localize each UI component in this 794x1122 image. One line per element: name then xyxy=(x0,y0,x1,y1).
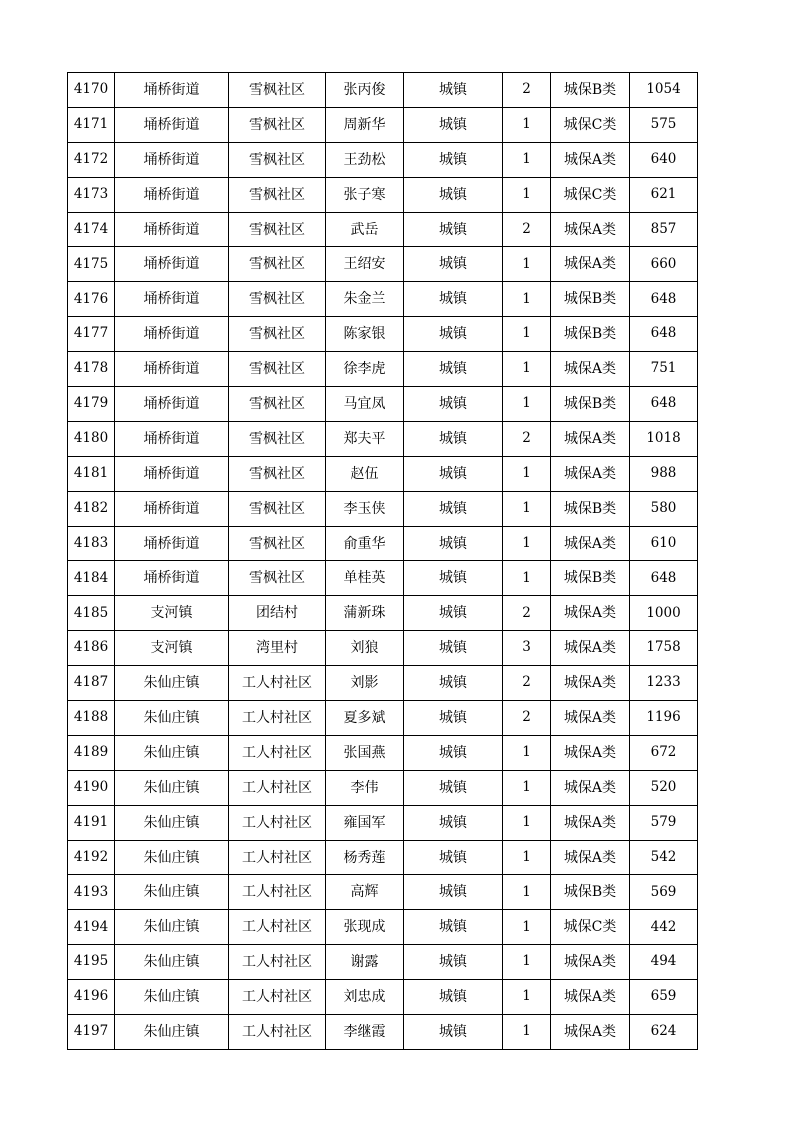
member-count-cell: 2 xyxy=(503,596,551,631)
insurance-category-cell: 城保A类 xyxy=(551,352,630,387)
amount-cell: 751 xyxy=(630,352,698,387)
insurance-category-cell: 城保A类 xyxy=(551,631,630,666)
community-cell: 工人村社区 xyxy=(229,840,326,875)
household-type-cell: 城镇 xyxy=(404,212,503,247)
insurance-category-cell: 城保C类 xyxy=(551,177,630,212)
community-cell: 工人村社区 xyxy=(229,701,326,736)
table-row xyxy=(68,666,698,701)
amount-cell: 569 xyxy=(630,875,698,910)
subdistrict-cell: 埇桥街道 xyxy=(115,491,229,526)
member-count-cell: 3 xyxy=(503,631,551,666)
household-type-cell: 城镇 xyxy=(404,526,503,561)
insurance-category-cell: 城保A类 xyxy=(551,945,630,980)
insurance-category-cell: 城保A类 xyxy=(551,456,630,491)
community-cell: 雪枫社区 xyxy=(229,491,326,526)
table-row xyxy=(68,317,698,352)
household-type-cell: 城镇 xyxy=(404,282,503,317)
member-count-cell: 1 xyxy=(503,387,551,422)
amount-cell: 520 xyxy=(630,770,698,805)
member-count-cell: 1 xyxy=(503,317,551,352)
member-count-cell: 1 xyxy=(503,945,551,980)
row-number-cell: 4173 xyxy=(68,177,115,212)
person-name-cell: 蒲新珠 xyxy=(326,596,404,631)
insurance-category-cell: 城保A类 xyxy=(551,142,630,177)
subdistrict-cell: 埇桥街道 xyxy=(115,387,229,422)
amount-cell: 1018 xyxy=(630,421,698,456)
records-table xyxy=(67,72,698,1050)
community-cell: 雪枫社区 xyxy=(229,177,326,212)
member-count-cell: 1 xyxy=(503,177,551,212)
table-row xyxy=(68,561,698,596)
person-name-cell: 张子寒 xyxy=(326,177,404,212)
row-number-cell: 4188 xyxy=(68,701,115,736)
subdistrict-cell: 朱仙庄镇 xyxy=(115,805,229,840)
person-name-cell: 俞重华 xyxy=(326,526,404,561)
subdistrict-cell: 埇桥街道 xyxy=(115,73,229,108)
person-name-cell: 刘影 xyxy=(326,666,404,701)
row-number-cell: 4190 xyxy=(68,770,115,805)
community-cell: 雪枫社区 xyxy=(229,421,326,456)
table-row xyxy=(68,875,698,910)
table-row xyxy=(68,631,698,666)
insurance-category-cell: 城保A类 xyxy=(551,840,630,875)
amount-cell: 648 xyxy=(630,282,698,317)
table-row xyxy=(68,177,698,212)
person-name-cell: 雍国军 xyxy=(326,805,404,840)
table-row xyxy=(68,701,698,736)
household-type-cell: 城镇 xyxy=(404,177,503,212)
amount-cell: 660 xyxy=(630,247,698,282)
insurance-category-cell: 城保B类 xyxy=(551,561,630,596)
community-cell: 工人村社区 xyxy=(229,770,326,805)
table-row xyxy=(68,107,698,142)
table-row xyxy=(68,770,698,805)
household-type-cell: 城镇 xyxy=(404,107,503,142)
member-count-cell: 1 xyxy=(503,282,551,317)
amount-cell: 672 xyxy=(630,735,698,770)
table-row xyxy=(68,840,698,875)
amount-cell: 1196 xyxy=(630,701,698,736)
amount-cell: 1758 xyxy=(630,631,698,666)
table-row xyxy=(68,596,698,631)
subdistrict-cell: 埇桥街道 xyxy=(115,212,229,247)
member-count-cell: 2 xyxy=(503,421,551,456)
person-name-cell: 单桂英 xyxy=(326,561,404,596)
person-name-cell: 朱金兰 xyxy=(326,282,404,317)
table-row xyxy=(68,1015,698,1050)
household-type-cell: 城镇 xyxy=(404,561,503,596)
member-count-cell: 2 xyxy=(503,73,551,108)
member-count-cell: 1 xyxy=(503,910,551,945)
member-count-cell: 1 xyxy=(503,770,551,805)
row-number-cell: 4183 xyxy=(68,526,115,561)
amount-cell: 1054 xyxy=(630,73,698,108)
community-cell: 工人村社区 xyxy=(229,980,326,1015)
subdistrict-cell: 埇桥街道 xyxy=(115,456,229,491)
community-cell: 雪枫社区 xyxy=(229,456,326,491)
data-sheet xyxy=(67,72,698,1050)
member-count-cell: 2 xyxy=(503,666,551,701)
person-name-cell: 郑夫平 xyxy=(326,421,404,456)
row-number-cell: 4176 xyxy=(68,282,115,317)
amount-cell: 442 xyxy=(630,910,698,945)
subdistrict-cell: 埇桥街道 xyxy=(115,142,229,177)
insurance-category-cell: 城保A类 xyxy=(551,1015,630,1050)
table-row xyxy=(68,735,698,770)
household-type-cell: 城镇 xyxy=(404,73,503,108)
member-count-cell: 1 xyxy=(503,875,551,910)
row-number-cell: 4175 xyxy=(68,247,115,282)
household-type-cell: 城镇 xyxy=(404,701,503,736)
person-name-cell: 李继霞 xyxy=(326,1015,404,1050)
insurance-category-cell: 城保A类 xyxy=(551,980,630,1015)
community-cell: 雪枫社区 xyxy=(229,387,326,422)
amount-cell: 579 xyxy=(630,805,698,840)
amount-cell: 624 xyxy=(630,1015,698,1050)
row-number-cell: 4177 xyxy=(68,317,115,352)
amount-cell: 580 xyxy=(630,491,698,526)
row-number-cell: 4179 xyxy=(68,387,115,422)
subdistrict-cell: 朱仙庄镇 xyxy=(115,840,229,875)
insurance-category-cell: 城保B类 xyxy=(551,491,630,526)
table-row xyxy=(68,212,698,247)
amount-cell: 988 xyxy=(630,456,698,491)
amount-cell: 621 xyxy=(630,177,698,212)
insurance-category-cell: 城保B类 xyxy=(551,317,630,352)
member-count-cell: 1 xyxy=(503,491,551,526)
household-type-cell: 城镇 xyxy=(404,352,503,387)
person-name-cell: 赵伍 xyxy=(326,456,404,491)
subdistrict-cell: 朱仙庄镇 xyxy=(115,980,229,1015)
member-count-cell: 1 xyxy=(503,805,551,840)
person-name-cell: 张丙俊 xyxy=(326,73,404,108)
subdistrict-cell: 埇桥街道 xyxy=(115,107,229,142)
row-number-cell: 4170 xyxy=(68,73,115,108)
insurance-category-cell: 城保B类 xyxy=(551,387,630,422)
insurance-category-cell: 城保B类 xyxy=(551,73,630,108)
insurance-category-cell: 城保C类 xyxy=(551,910,630,945)
insurance-category-cell: 城保A类 xyxy=(551,701,630,736)
community-cell: 雪枫社区 xyxy=(229,526,326,561)
row-number-cell: 4194 xyxy=(68,910,115,945)
household-type-cell: 城镇 xyxy=(404,910,503,945)
subdistrict-cell: 埇桥街道 xyxy=(115,247,229,282)
subdistrict-cell: 支河镇 xyxy=(115,596,229,631)
household-type-cell: 城镇 xyxy=(404,596,503,631)
row-number-cell: 4189 xyxy=(68,735,115,770)
insurance-category-cell: 城保B类 xyxy=(551,282,630,317)
insurance-category-cell: 城保B类 xyxy=(551,875,630,910)
insurance-category-cell: 城保A类 xyxy=(551,247,630,282)
community-cell: 工人村社区 xyxy=(229,945,326,980)
subdistrict-cell: 朱仙庄镇 xyxy=(115,666,229,701)
insurance-category-cell: 城保A类 xyxy=(551,596,630,631)
household-type-cell: 城镇 xyxy=(404,247,503,282)
person-name-cell: 刘狼 xyxy=(326,631,404,666)
household-type-cell: 城镇 xyxy=(404,945,503,980)
row-number-cell: 4197 xyxy=(68,1015,115,1050)
subdistrict-cell: 朱仙庄镇 xyxy=(115,1015,229,1050)
community-cell: 雪枫社区 xyxy=(229,142,326,177)
row-number-cell: 4186 xyxy=(68,631,115,666)
person-name-cell: 武岳 xyxy=(326,212,404,247)
amount-cell: 857 xyxy=(630,212,698,247)
member-count-cell: 1 xyxy=(503,561,551,596)
member-count-cell: 1 xyxy=(503,456,551,491)
subdistrict-cell: 埇桥街道 xyxy=(115,177,229,212)
household-type-cell: 城镇 xyxy=(404,770,503,805)
community-cell: 雪枫社区 xyxy=(229,212,326,247)
amount-cell: 648 xyxy=(630,317,698,352)
subdistrict-cell: 朱仙庄镇 xyxy=(115,770,229,805)
member-count-cell: 1 xyxy=(503,526,551,561)
community-cell: 雪枫社区 xyxy=(229,352,326,387)
table-row xyxy=(68,352,698,387)
household-type-cell: 城镇 xyxy=(404,980,503,1015)
household-type-cell: 城镇 xyxy=(404,1015,503,1050)
community-cell: 湾里村 xyxy=(229,631,326,666)
household-type-cell: 城镇 xyxy=(404,387,503,422)
person-name-cell: 徐李虎 xyxy=(326,352,404,387)
amount-cell: 1000 xyxy=(630,596,698,631)
person-name-cell: 杨秀莲 xyxy=(326,840,404,875)
table-row xyxy=(68,526,698,561)
subdistrict-cell: 朱仙庄镇 xyxy=(115,875,229,910)
row-number-cell: 4191 xyxy=(68,805,115,840)
amount-cell: 640 xyxy=(630,142,698,177)
row-number-cell: 4196 xyxy=(68,980,115,1015)
table-row xyxy=(68,421,698,456)
row-number-cell: 4192 xyxy=(68,840,115,875)
household-type-cell: 城镇 xyxy=(404,491,503,526)
community-cell: 雪枫社区 xyxy=(229,282,326,317)
amount-cell: 575 xyxy=(630,107,698,142)
person-name-cell: 李玉侠 xyxy=(326,491,404,526)
row-number-cell: 4178 xyxy=(68,352,115,387)
table-row xyxy=(68,910,698,945)
community-cell: 工人村社区 xyxy=(229,910,326,945)
community-cell: 团结村 xyxy=(229,596,326,631)
subdistrict-cell: 朱仙庄镇 xyxy=(115,735,229,770)
member-count-cell: 1 xyxy=(503,840,551,875)
subdistrict-cell: 埇桥街道 xyxy=(115,561,229,596)
amount-cell: 542 xyxy=(630,840,698,875)
amount-cell: 659 xyxy=(630,980,698,1015)
household-type-cell: 城镇 xyxy=(404,142,503,177)
table-row xyxy=(68,805,698,840)
table-body xyxy=(68,73,698,1050)
table-row xyxy=(68,387,698,422)
person-name-cell: 陈家银 xyxy=(326,317,404,352)
community-cell: 雪枫社区 xyxy=(229,317,326,352)
community-cell: 工人村社区 xyxy=(229,735,326,770)
person-name-cell: 马宜凤 xyxy=(326,387,404,422)
amount-cell: 494 xyxy=(630,945,698,980)
row-number-cell: 4181 xyxy=(68,456,115,491)
subdistrict-cell: 埇桥街道 xyxy=(115,526,229,561)
row-number-cell: 4172 xyxy=(68,142,115,177)
amount-cell: 648 xyxy=(630,387,698,422)
subdistrict-cell: 朱仙庄镇 xyxy=(115,910,229,945)
person-name-cell: 周新华 xyxy=(326,107,404,142)
amount-cell: 648 xyxy=(630,561,698,596)
table-row xyxy=(68,142,698,177)
member-count-cell: 1 xyxy=(503,352,551,387)
community-cell: 工人村社区 xyxy=(229,1015,326,1050)
household-type-cell: 城镇 xyxy=(404,421,503,456)
member-count-cell: 1 xyxy=(503,142,551,177)
insurance-category-cell: 城保A类 xyxy=(551,212,630,247)
household-type-cell: 城镇 xyxy=(404,735,503,770)
row-number-cell: 4184 xyxy=(68,561,115,596)
row-number-cell: 4195 xyxy=(68,945,115,980)
insurance-category-cell: 城保A类 xyxy=(551,770,630,805)
row-number-cell: 4193 xyxy=(68,875,115,910)
insurance-category-cell: 城保A类 xyxy=(551,526,630,561)
insurance-category-cell: 城保A类 xyxy=(551,421,630,456)
table-row xyxy=(68,456,698,491)
community-cell: 工人村社区 xyxy=(229,805,326,840)
household-type-cell: 城镇 xyxy=(404,456,503,491)
person-name-cell: 刘忠成 xyxy=(326,980,404,1015)
amount-cell: 610 xyxy=(630,526,698,561)
community-cell: 雪枫社区 xyxy=(229,73,326,108)
person-name-cell: 张国燕 xyxy=(326,735,404,770)
household-type-cell: 城镇 xyxy=(404,666,503,701)
table-row xyxy=(68,491,698,526)
person-name-cell: 李伟 xyxy=(326,770,404,805)
subdistrict-cell: 埇桥街道 xyxy=(115,317,229,352)
member-count-cell: 2 xyxy=(503,212,551,247)
person-name-cell: 夏多斌 xyxy=(326,701,404,736)
row-number-cell: 4187 xyxy=(68,666,115,701)
household-type-cell: 城镇 xyxy=(404,317,503,352)
subdistrict-cell: 埇桥街道 xyxy=(115,282,229,317)
table-row xyxy=(68,945,698,980)
amount-cell: 1233 xyxy=(630,666,698,701)
row-number-cell: 4185 xyxy=(68,596,115,631)
community-cell: 雪枫社区 xyxy=(229,247,326,282)
subdistrict-cell: 朱仙庄镇 xyxy=(115,945,229,980)
row-number-cell: 4182 xyxy=(68,491,115,526)
row-number-cell: 4180 xyxy=(68,421,115,456)
person-name-cell: 王劲松 xyxy=(326,142,404,177)
subdistrict-cell: 朱仙庄镇 xyxy=(115,701,229,736)
community-cell: 雪枫社区 xyxy=(229,107,326,142)
insurance-category-cell: 城保A类 xyxy=(551,666,630,701)
community-cell: 工人村社区 xyxy=(229,875,326,910)
household-type-cell: 城镇 xyxy=(404,875,503,910)
household-type-cell: 城镇 xyxy=(404,805,503,840)
member-count-cell: 1 xyxy=(503,735,551,770)
table-row xyxy=(68,73,698,108)
row-number-cell: 4171 xyxy=(68,107,115,142)
member-count-cell: 1 xyxy=(503,980,551,1015)
insurance-category-cell: 城保A类 xyxy=(551,735,630,770)
person-name-cell: 张现成 xyxy=(326,910,404,945)
household-type-cell: 城镇 xyxy=(404,631,503,666)
member-count-cell: 1 xyxy=(503,247,551,282)
table-row xyxy=(68,282,698,317)
community-cell: 工人村社区 xyxy=(229,666,326,701)
insurance-category-cell: 城保A类 xyxy=(551,805,630,840)
person-name-cell: 高辉 xyxy=(326,875,404,910)
member-count-cell: 1 xyxy=(503,1015,551,1050)
table-row xyxy=(68,247,698,282)
insurance-category-cell: 城保C类 xyxy=(551,107,630,142)
household-type-cell: 城镇 xyxy=(404,840,503,875)
subdistrict-cell: 埇桥街道 xyxy=(115,421,229,456)
person-name-cell: 王绍安 xyxy=(326,247,404,282)
table-row xyxy=(68,980,698,1015)
row-number-cell: 4174 xyxy=(68,212,115,247)
member-count-cell: 1 xyxy=(503,107,551,142)
member-count-cell: 2 xyxy=(503,701,551,736)
person-name-cell: 谢露 xyxy=(326,945,404,980)
community-cell: 雪枫社区 xyxy=(229,561,326,596)
subdistrict-cell: 埇桥街道 xyxy=(115,352,229,387)
subdistrict-cell: 支河镇 xyxy=(115,631,229,666)
